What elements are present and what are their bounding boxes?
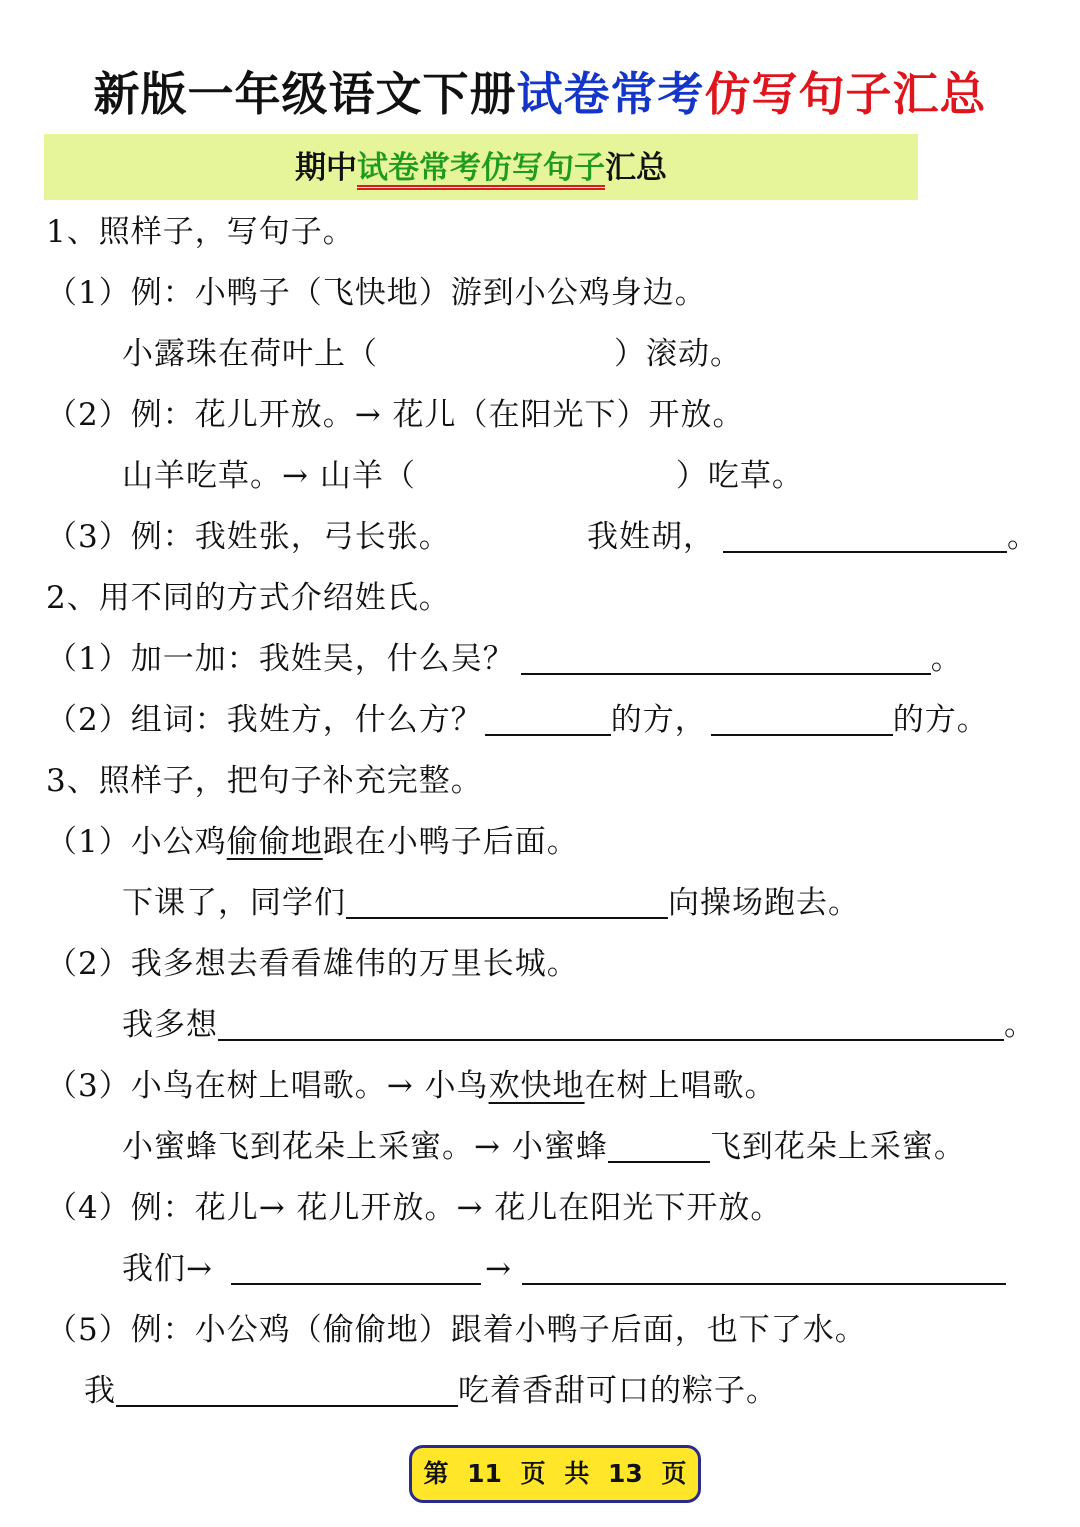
s2-q2-text: （2）组词：我姓方，什么方？ (46, 702, 483, 738)
s3-q3-task-end: 飞到花朵上采蜜。 (709, 1129, 966, 1165)
s3-q1-task-end: 向操场跑去。 (668, 885, 860, 921)
s3-q1-task (122, 883, 860, 923)
s3-q4-answer-blank-2[interactable] (522, 1249, 1006, 1285)
s3-q3-answer-blank[interactable] (608, 1127, 710, 1163)
s1-q3-task (587, 517, 1039, 557)
s3-q2-task-text: 我多想 (122, 1007, 218, 1043)
s2-q2-answer-blank-1[interactable] (485, 700, 611, 736)
page-title (0, 58, 1080, 124)
s1-q1-task (122, 334, 742, 374)
subtitle-part-2: 试卷常考仿写句子 (357, 150, 605, 186)
s1-q2-task-start: 山羊吃草。→ 山羊（ (122, 458, 416, 494)
s3-q3-task-start: 小蜜蜂飞到花朵上采蜜。→ 小蜜蜂 (122, 1129, 608, 1165)
s3-q1-answer-blank[interactable] (346, 883, 668, 919)
s3-q5-answer-blank[interactable] (116, 1371, 458, 1407)
s2-q2 (46, 700, 989, 740)
page-number-badge: 第 11 页 共 13 页 (409, 1445, 701, 1503)
s3-q2-period: 。 (1004, 1007, 1036, 1043)
s1-q3-period: 。 (1007, 519, 1039, 555)
s3-q2-task (122, 1005, 1036, 1045)
s3-q2-answer-blank[interactable] (218, 1005, 1004, 1041)
s2-q1 (46, 639, 963, 679)
s1-q3-answer-blank[interactable] (723, 517, 1007, 553)
s1-q1-task-start: 小露珠在荷叶上（ (122, 336, 378, 372)
s3-q3-start: （3）小鸟在树上唱歌。→ 小鸟 (46, 1068, 489, 1104)
subtitle (44, 142, 918, 187)
s1-q1-example: （1）例：小鸭子（飞快地）游到小公鸡身边。 (46, 275, 707, 311)
s3-q4-task-text: 我们→ (122, 1251, 213, 1287)
s3-q1 (46, 822, 579, 862)
s3-q4: （4）例：花儿→ 花儿开放。→ 花儿在阳光下开放。 (46, 1190, 783, 1226)
s1-q2-task-end: ）吃草。 (675, 458, 804, 494)
s2-q2-de-fang-2: 的方。 (892, 702, 989, 738)
s3-q2: （2）我多想去看看雄伟的万里长城。 (46, 946, 579, 982)
s2-q2-answer-blank-2[interactable] (711, 700, 893, 736)
section3-heading: 3、照样子，把句子补充完整。 (46, 763, 483, 799)
s3-q1-end: 跟在小鸭子后面。 (322, 824, 579, 860)
s3-q5-task (84, 1371, 778, 1411)
s3-q3 (46, 1066, 777, 1106)
s3-q4-arrow: → (484, 1251, 512, 1287)
s3-q3-end: 在树上唱歌。 (584, 1068, 777, 1104)
section1-heading: 1、照样子，写句子。 (46, 214, 355, 250)
s3-q4-answer-blank-1[interactable] (231, 1249, 481, 1285)
subtitle-part-3: 汇总 (605, 150, 667, 186)
s3-q5-task-start: 我 (84, 1373, 116, 1409)
title-part-3: 仿写句子汇总 (704, 67, 987, 121)
title-part-2: 试卷常考 (516, 67, 705, 121)
s1-q3-example: （3）例：我姓张，弓长张。 (46, 519, 451, 555)
s2-q1-answer-blank[interactable] (521, 639, 931, 675)
s2-q1-text: （1）加一加：我姓吴，什么吴？ (46, 641, 515, 677)
s1-q2-task (122, 456, 804, 496)
s3-q5: （5）例：小公鸡（偷偷地）跟着小鸭子后面，也下了水。 (46, 1312, 867, 1348)
s2-q1-period: 。 (930, 641, 963, 677)
title-part-1: 新版一年级语文下册 (93, 67, 517, 121)
s3-q1-start: （1）小公鸡 (46, 824, 227, 860)
s3-q3-underlined: 欢快地 (488, 1068, 585, 1104)
s3-q3-task (122, 1127, 966, 1167)
section2-heading: 2、用不同的方式介绍姓氏。 (46, 580, 451, 616)
s3-q1-task-start: 下课了，同学们 (122, 885, 346, 921)
s3-q5-task-end: 吃着香甜可口的粽子。 (458, 1373, 778, 1409)
s1-q2-example: （2）例：花儿开放。→ 花儿（在阳光下）开放。 (46, 397, 745, 433)
subtitle-part-1: 期中 (295, 150, 357, 186)
s3-q4-task (122, 1249, 1006, 1289)
s1-q1-task-end: ）滚动。 (614, 336, 742, 372)
s3-q1-underlined: 偷偷地 (226, 824, 323, 860)
s1-q3-task-text: 我姓胡， (587, 519, 715, 555)
s2-q2-de-fang-1: 的方， (610, 702, 707, 738)
